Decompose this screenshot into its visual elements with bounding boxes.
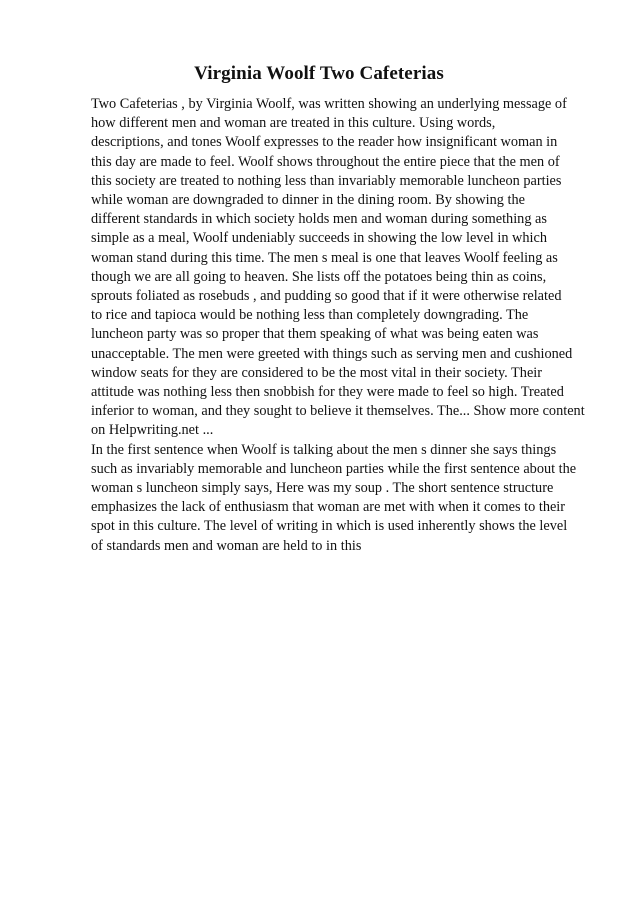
body-line: this society are treated to nothing less than invariably memorable luncheon parties <box>91 172 562 189</box>
document-body <box>91 95 611 556</box>
body-line: of standards men and woman are held to in this <box>91 537 362 554</box>
body-line: descriptions, and tones Woolf expresses to the reader how insignificant woman in <box>91 134 558 151</box>
body-line: attitude was nothing less then snobbish for they were made to feel so high. Treated <box>91 384 564 401</box>
body-line: while woman are downgraded to dinner in the dining room. By showing the <box>91 192 525 209</box>
body-line: inferior to woman, and they sought to believe it themselves. The... Show more content <box>91 403 585 420</box>
body-line: simple as a meal, Woolf undeniably succeeds in showing the low level in which <box>91 230 547 247</box>
body-line: different standards in which society holds men and woman during something as <box>91 211 547 228</box>
body-line: woman s luncheon simply says, Here was my soup . The short sentence structure <box>91 480 554 497</box>
body-line: luncheon party was so proper that them speaking of what was being eaten was <box>91 326 539 343</box>
body-line: this day are made to feel. Woolf shows throughout the entire piece that the men of <box>91 153 560 170</box>
body-line: unacceptable. The men were greeted with things such as serving men and cushioned <box>91 345 573 362</box>
body-line: window seats for they are considered to be the most vital in their society. Their <box>91 364 543 381</box>
body-line: though we are all going to heaven. She lists off the potatoes being thin as coins, <box>91 268 547 285</box>
body-line: woman stand during this time. The men s meal is one that leaves Woolf feeling as <box>91 249 558 266</box>
body-line: emphasizes the lack of enthusiasm that woman are met with when it comes to their <box>91 499 566 516</box>
body-line: such as invariably memorable and luncheon parties while the first sentence about the <box>91 460 577 477</box>
body-line: In the first sentence when Woolf is talking about the men s dinner she says things <box>91 441 557 458</box>
body-line: spot in this culture. The level of writing in which is used inherently shows the level <box>91 518 568 535</box>
body-line: sprouts foliated as rosebuds , and pudding so good that if it were otherwise related <box>91 288 562 305</box>
body-line: to rice and tapioca would be nothing less than completely downgrading. The <box>91 307 529 324</box>
body-line: Two Cafeterias , by Virginia Woolf, was written showing an underlying message of <box>91 96 567 112</box>
document-title: Virginia Woolf Two Cafeterias <box>194 63 444 84</box>
body-line: on Helpwriting.net ... <box>91 422 214 439</box>
body-line: how different men and woman are treated in this culture. Using words, <box>91 115 496 132</box>
